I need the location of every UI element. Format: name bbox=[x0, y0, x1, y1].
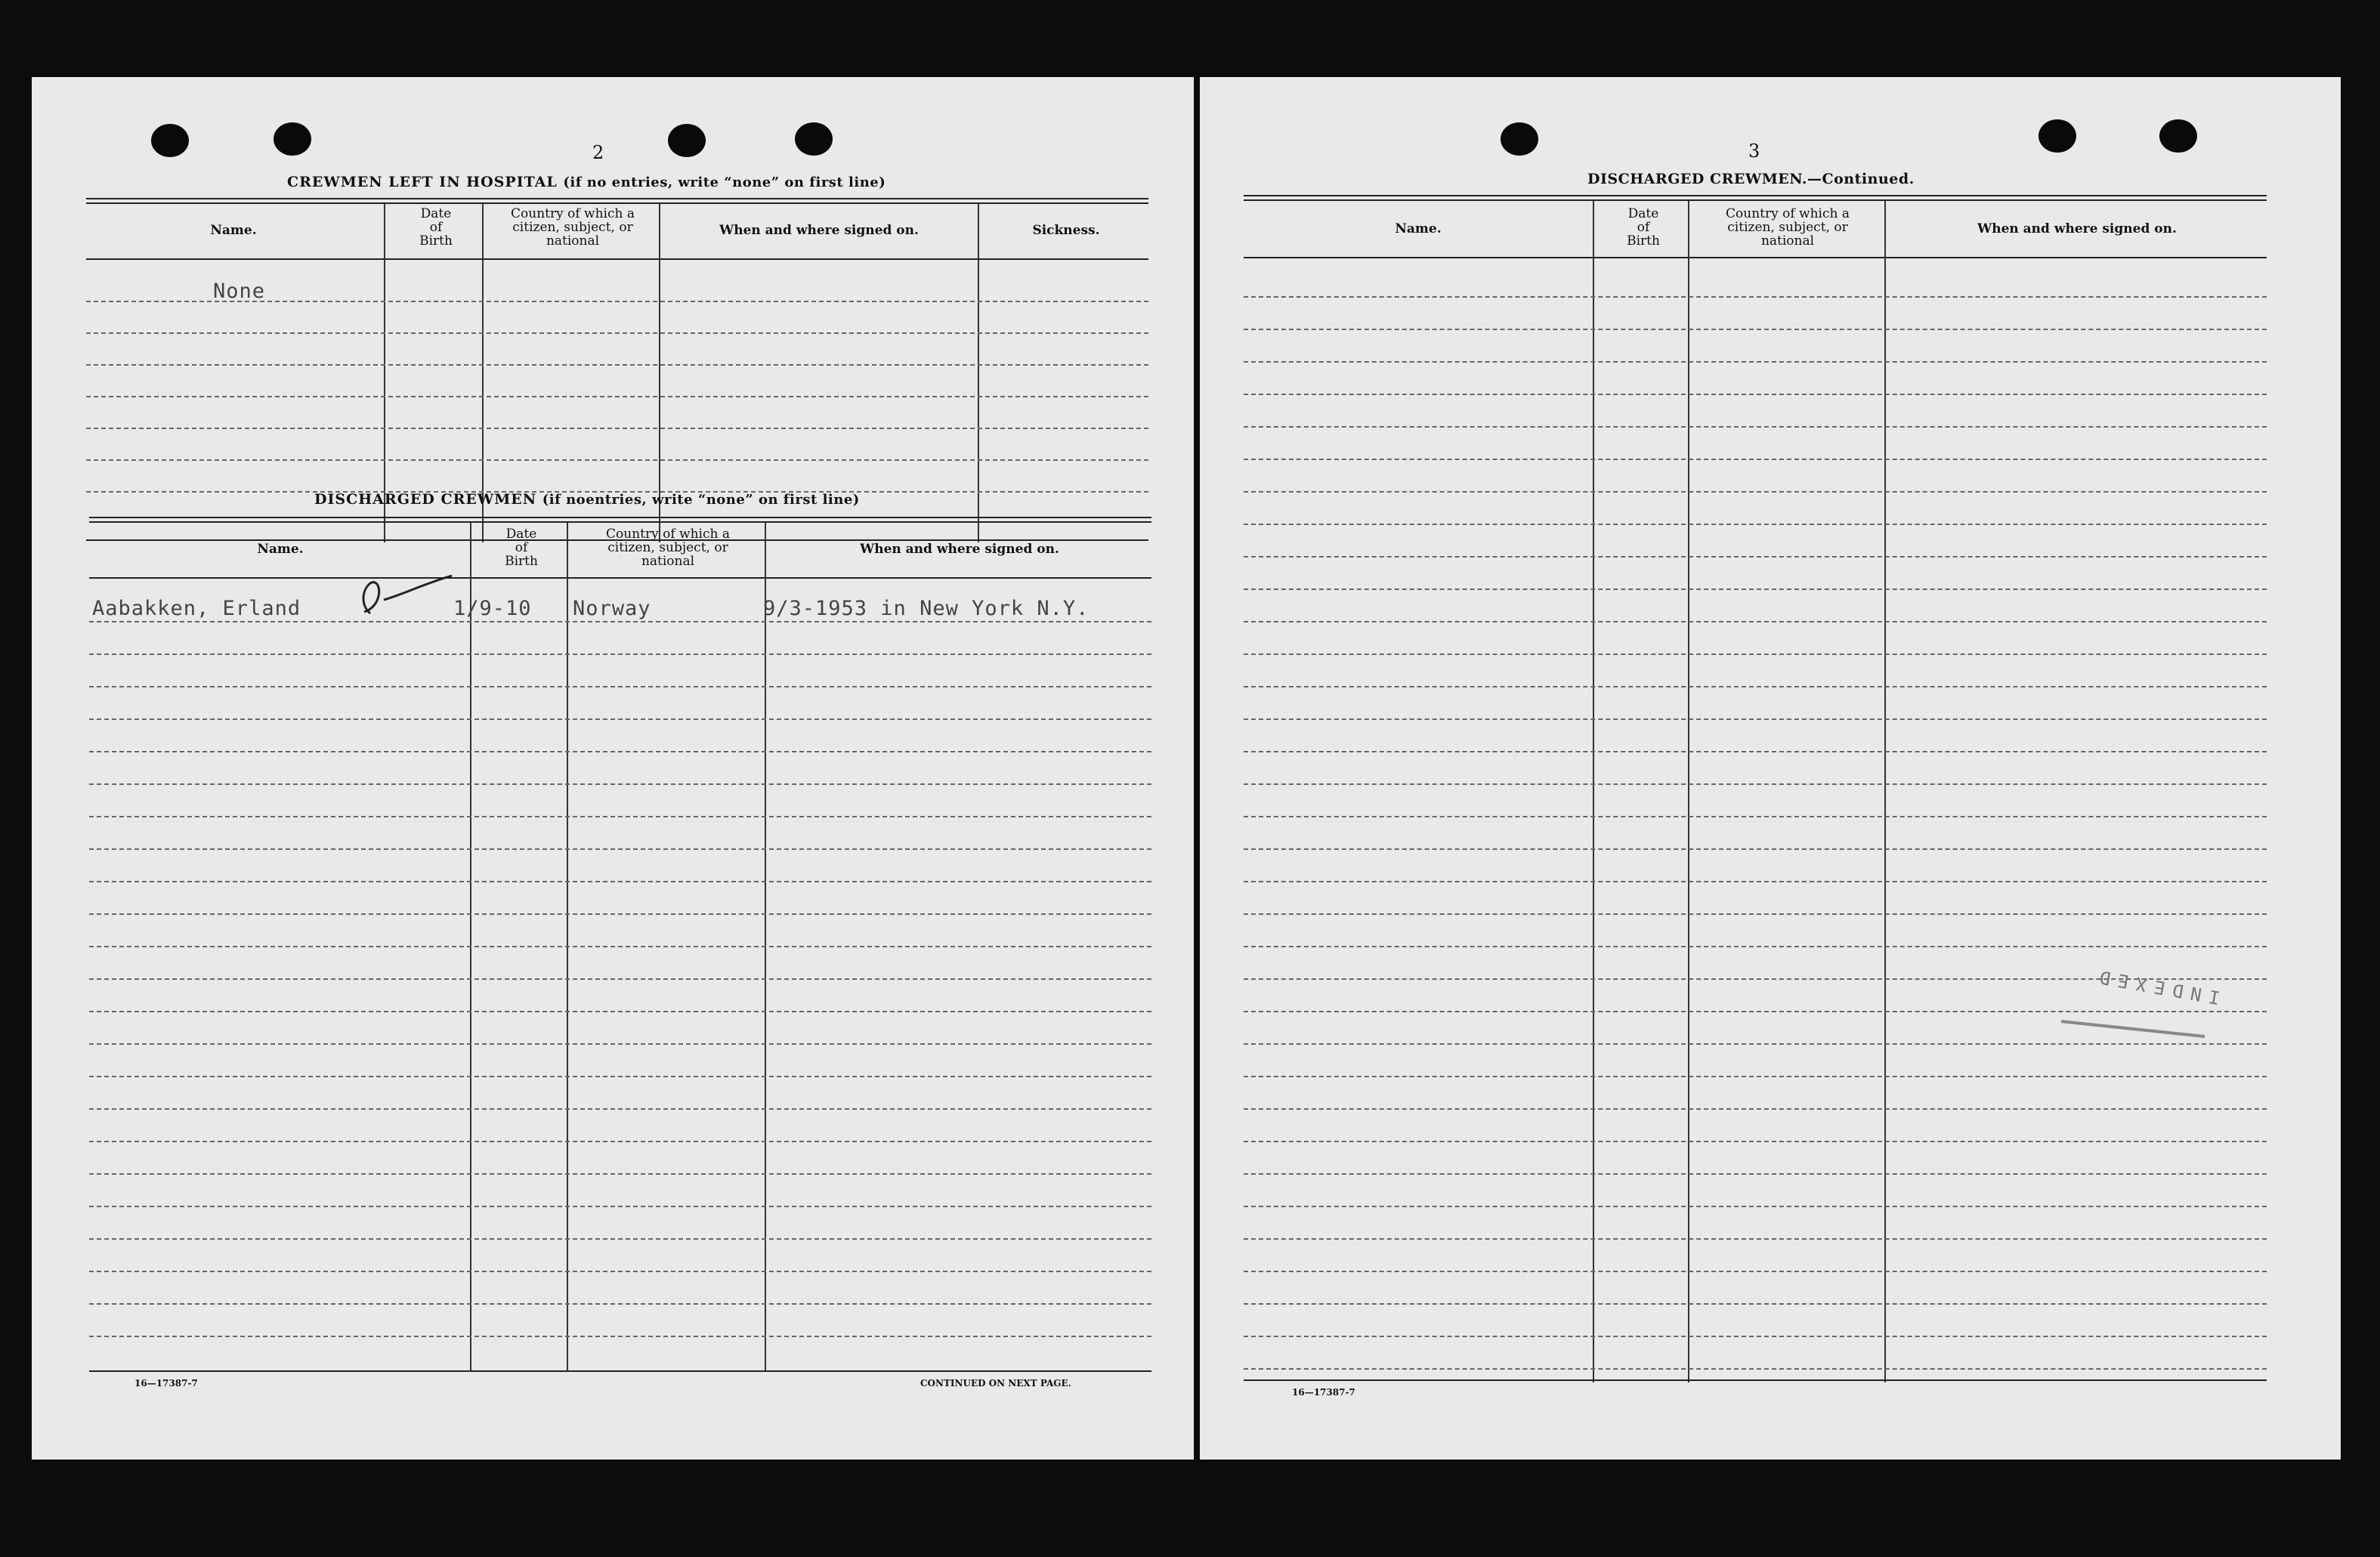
dotted-line bbox=[1244, 524, 2267, 525]
right-section-title: DISCHARGED CREWMEN.—Continued. bbox=[1587, 171, 1915, 187]
dotted-line bbox=[89, 1011, 1151, 1012]
punch-hole bbox=[151, 124, 189, 157]
header-line: of bbox=[515, 540, 528, 555]
discharged-instruction: (if noentries, write “none” on first line) bbox=[542, 492, 860, 508]
dotted-line bbox=[89, 718, 1151, 720]
header-line: of bbox=[429, 220, 443, 235]
dotted-line bbox=[86, 332, 1148, 334]
dotted-line bbox=[1244, 1011, 2267, 1012]
dotted-line bbox=[86, 396, 1148, 397]
dotted-line bbox=[86, 459, 1148, 461]
dotted-line bbox=[1244, 653, 2267, 655]
dotted-line bbox=[89, 978, 1151, 980]
header-line: Birth bbox=[505, 554, 538, 569]
footer-rule bbox=[1244, 1379, 2267, 1381]
col-header-date-of-birth bbox=[473, 527, 570, 568]
dotted-line bbox=[1244, 946, 2267, 947]
header-line: Country of which a bbox=[511, 206, 635, 221]
col-header-name: Name. bbox=[257, 542, 304, 557]
dotted-line bbox=[1244, 589, 2267, 590]
form-number: 16—17387-7 bbox=[1292, 1387, 1355, 1398]
column-divider bbox=[765, 523, 766, 1372]
col-header-signed-on: When and where signed on. bbox=[1977, 221, 2177, 236]
column-header-rule bbox=[86, 258, 1148, 260]
dotted-line bbox=[1244, 361, 2267, 363]
hospital-section-title bbox=[287, 174, 886, 190]
dotted-line bbox=[86, 428, 1148, 429]
dotted-line bbox=[1244, 556, 2267, 558]
col-header-sickness: Sickness. bbox=[1032, 223, 1100, 238]
dotted-line bbox=[89, 783, 1151, 785]
dotted-line bbox=[89, 1336, 1151, 1337]
punch-hole bbox=[2159, 119, 2197, 153]
hospital-title-text: CREWMEN LEFT IN HOSPITAL bbox=[287, 174, 558, 190]
dotted-line bbox=[89, 653, 1151, 655]
dotted-line bbox=[89, 1173, 1151, 1175]
dotted-line bbox=[89, 621, 1151, 622]
dotted-line bbox=[1244, 783, 2267, 785]
footer-rule bbox=[89, 1370, 1151, 1372]
col-header-date-of-birth bbox=[387, 207, 485, 248]
dotted-line bbox=[1244, 751, 2267, 752]
dotted-line bbox=[1244, 621, 2267, 622]
col-header-country bbox=[570, 527, 766, 568]
dotted-line bbox=[1244, 718, 2267, 720]
dotted-line bbox=[86, 364, 1148, 366]
page-number: 3 bbox=[1748, 141, 1760, 162]
column-divider bbox=[470, 523, 471, 1372]
punch-hole bbox=[2038, 119, 2076, 153]
dotted-line bbox=[89, 1108, 1151, 1110]
dotted-line bbox=[1244, 1303, 2267, 1305]
header-line: Birth bbox=[419, 233, 453, 249]
header-line: citizen, subject, or bbox=[512, 220, 633, 235]
dotted-line bbox=[1244, 1336, 2267, 1337]
header-line: citizen, subject, or bbox=[1727, 220, 1848, 235]
column-divider bbox=[567, 523, 568, 1372]
punch-hole bbox=[668, 124, 706, 157]
punch-hole bbox=[1501, 122, 1538, 156]
dotted-line bbox=[1244, 1173, 2267, 1175]
header-rule bbox=[1244, 195, 2267, 201]
continued-note: CONTINUED ON NEXT PAGE. bbox=[920, 1378, 1071, 1389]
indexed-stamp: INDEXED bbox=[2090, 965, 2222, 1009]
header-line: of bbox=[1637, 220, 1650, 235]
crew-country: Norway bbox=[573, 597, 651, 620]
col-header-name: Name. bbox=[210, 223, 257, 238]
discharged-title-text: DISCHARGED CREWMEN bbox=[314, 491, 537, 508]
punch-hole bbox=[274, 122, 311, 156]
header-line: national bbox=[546, 233, 600, 249]
dotted-line bbox=[1244, 459, 2267, 460]
header-rule bbox=[86, 198, 1148, 204]
header-rule bbox=[89, 517, 1151, 523]
dotted-line bbox=[89, 1238, 1151, 1240]
dotted-line bbox=[1244, 686, 2267, 687]
dotted-line bbox=[89, 913, 1151, 915]
dotted-line bbox=[1244, 913, 2267, 915]
discharged-section-title bbox=[314, 491, 860, 508]
dotted-line bbox=[89, 1043, 1151, 1045]
col-header-name: Name. bbox=[1395, 221, 1442, 236]
dotted-line bbox=[89, 1303, 1151, 1305]
dotted-line bbox=[89, 1271, 1151, 1272]
crew-date-of-birth: 1/9-10 bbox=[453, 597, 532, 620]
form-number: 16—17387-7 bbox=[134, 1378, 198, 1389]
dotted-line bbox=[1244, 1368, 2267, 1370]
col-header-signed-on: When and where signed on. bbox=[719, 223, 919, 238]
dotted-line bbox=[1244, 881, 2267, 882]
hospital-entry-none: None bbox=[213, 280, 266, 303]
column-header-rule bbox=[89, 577, 1151, 579]
header-line: Date bbox=[1627, 206, 1659, 221]
header-line: Date bbox=[420, 206, 452, 221]
header-line: Date bbox=[505, 527, 537, 542]
dotted-line bbox=[89, 1141, 1151, 1142]
dotted-line bbox=[89, 881, 1151, 882]
dotted-line bbox=[89, 686, 1151, 687]
dotted-line bbox=[1244, 848, 2267, 850]
dotted-line bbox=[1244, 329, 2267, 330]
dotted-line bbox=[1244, 426, 2267, 428]
dotted-line bbox=[1244, 1076, 2267, 1077]
hospital-instruction: (if no entries, write “none” on first line) bbox=[563, 175, 886, 190]
col-header-signed-on: When and where signed on. bbox=[860, 542, 1059, 557]
header-line: Country of which a bbox=[606, 527, 730, 542]
col-header-country bbox=[1691, 207, 1884, 248]
dotted-line bbox=[1244, 1271, 2267, 1272]
col-header-country bbox=[485, 207, 660, 248]
crew-name: Aabakken, Erland bbox=[92, 597, 301, 620]
right-page bbox=[1200, 77, 2341, 1460]
crew-signed-on: 9/3-1953 in New York N.Y. bbox=[763, 597, 1090, 620]
handwritten-mark bbox=[331, 561, 482, 621]
dotted-line bbox=[1244, 816, 2267, 817]
dotted-line bbox=[1244, 296, 2267, 298]
header-line: national bbox=[641, 554, 695, 569]
col-header-date-of-birth bbox=[1596, 207, 1691, 248]
dotted-line bbox=[1244, 1141, 2267, 1142]
dotted-line bbox=[89, 946, 1151, 947]
dotted-line bbox=[89, 1076, 1151, 1077]
page-number: 2 bbox=[592, 142, 604, 163]
header-line: Country of which a bbox=[1726, 206, 1850, 221]
header-line: national bbox=[1760, 233, 1815, 249]
dotted-line bbox=[89, 816, 1151, 817]
dotted-line bbox=[1244, 394, 2267, 395]
left-page bbox=[32, 77, 1194, 1460]
dotted-line bbox=[89, 848, 1151, 850]
stamp-underline bbox=[2061, 1014, 2212, 1044]
punch-hole bbox=[795, 122, 833, 156]
dotted-line bbox=[89, 751, 1151, 752]
header-line: citizen, subject, or bbox=[607, 540, 728, 555]
header-line: Birth bbox=[1627, 233, 1660, 249]
dotted-line bbox=[1244, 491, 2267, 493]
dotted-line bbox=[1244, 1108, 2267, 1110]
dotted-line bbox=[1244, 1206, 2267, 1207]
dotted-line bbox=[1244, 1238, 2267, 1240]
column-header-rule bbox=[1244, 257, 2267, 258]
dotted-line bbox=[89, 1206, 1151, 1207]
